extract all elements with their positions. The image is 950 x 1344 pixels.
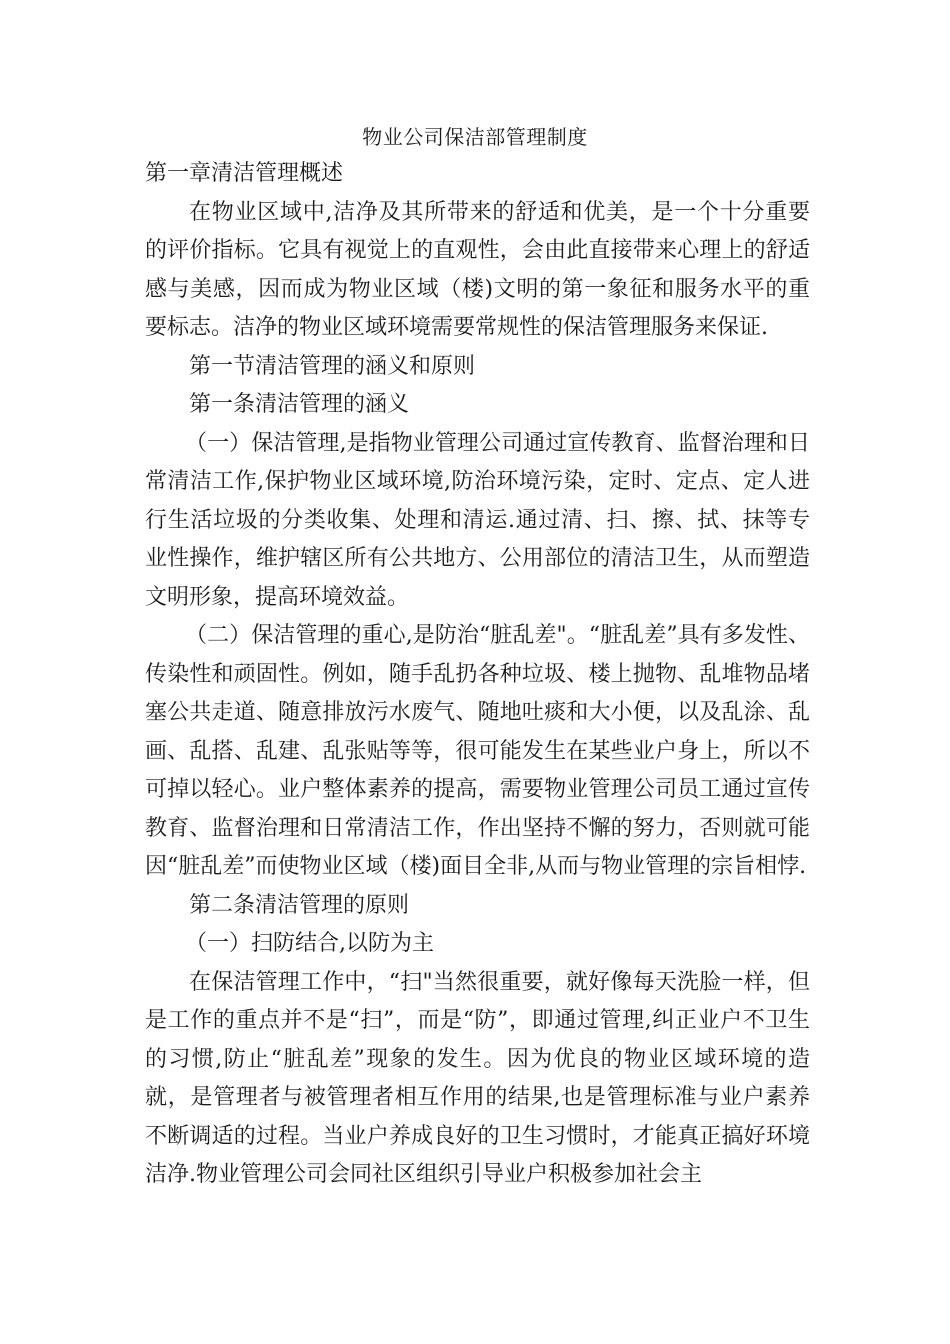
paragraph-intro: 在物业区域中,洁净及其所带来的舒适和优美，是一个十分重要的评价指标。它具有视觉上的直观性，会由此直接带来心理上的舒适感与美感，因而成为物业区域（楼)文明的第一象征和服务水平的重要标志。洁净的物业区域环境需要常规性的保洁管理服务来保证.	[145, 199, 810, 340]
document-title: 物业公司保洁部管理制度	[362, 125, 588, 149]
article-heading-1: 第一条清洁管理的涵义	[189, 392, 410, 417]
chapter-heading: 第一章清洁管理概述	[145, 161, 344, 186]
article-heading-2: 第二条清洁管理的原则	[189, 892, 410, 918]
document-body	[145, 155, 810, 1195]
paragraph-principle: 在保洁管理工作中，“扫"当然很重要，就好像每天洗脸一样，但是工作的重点并不是“扫”，而是“防”，即通过管理,纠正业户不卫生的习惯,防止“脏乱差”现象的发生。因为优良的物业区域环境的造就，是管理者与被管理者相互作用的结果,也是管理标准与业户素养不断调适的过程。当业户养成良好的卫生习惯时，才能真正搞好环境洁净.物业管理公司会同社区组织引导业户积极参加社会主	[145, 969, 810, 1187]
paragraph-item-1: （一）保洁管理,是指物业管理公司通过宣传教育、监督治理和日常清洁工作,保护物业区域环境,防治环境污染，定时、定点、定人进行生活垃圾的分类收集、处理和清运.通过清、扫、擦、拭、抹等专业性操作，维护辖区所有公共地方、公用部位的清洁卫生，从而塑造文明形象，提高环境效益。	[145, 430, 810, 610]
paragraph-item-2: （二）保洁管理的重心,是防治“脏乱差"。“脏乱差”具有多发性、传染性和顽固性。例如，随手乱扔各种垃圾、楼上抛物、乱堆物品堵塞公共走道、随意排放污水废气、随地吐痰和大小便，以及乱涂、乱画、乱搭、乱建、乱张贴等等，很可能发生在某些业户身上，所以不可掉以轻心。业户整体素养的提高，需要物业管理公司员工通过宣传教育、监督治理和日常清洁工作，作出坚持不懈的努力，否则就可能因“脏乱差”而使物业区域（楼)面目全非,从而与物业管理的宗旨相悖.	[145, 623, 810, 879]
section-heading: 第一节清洁管理的涵义和原则	[189, 353, 476, 379]
subheading-item-1: （一）扫防结合,以防为主	[185, 931, 434, 956]
